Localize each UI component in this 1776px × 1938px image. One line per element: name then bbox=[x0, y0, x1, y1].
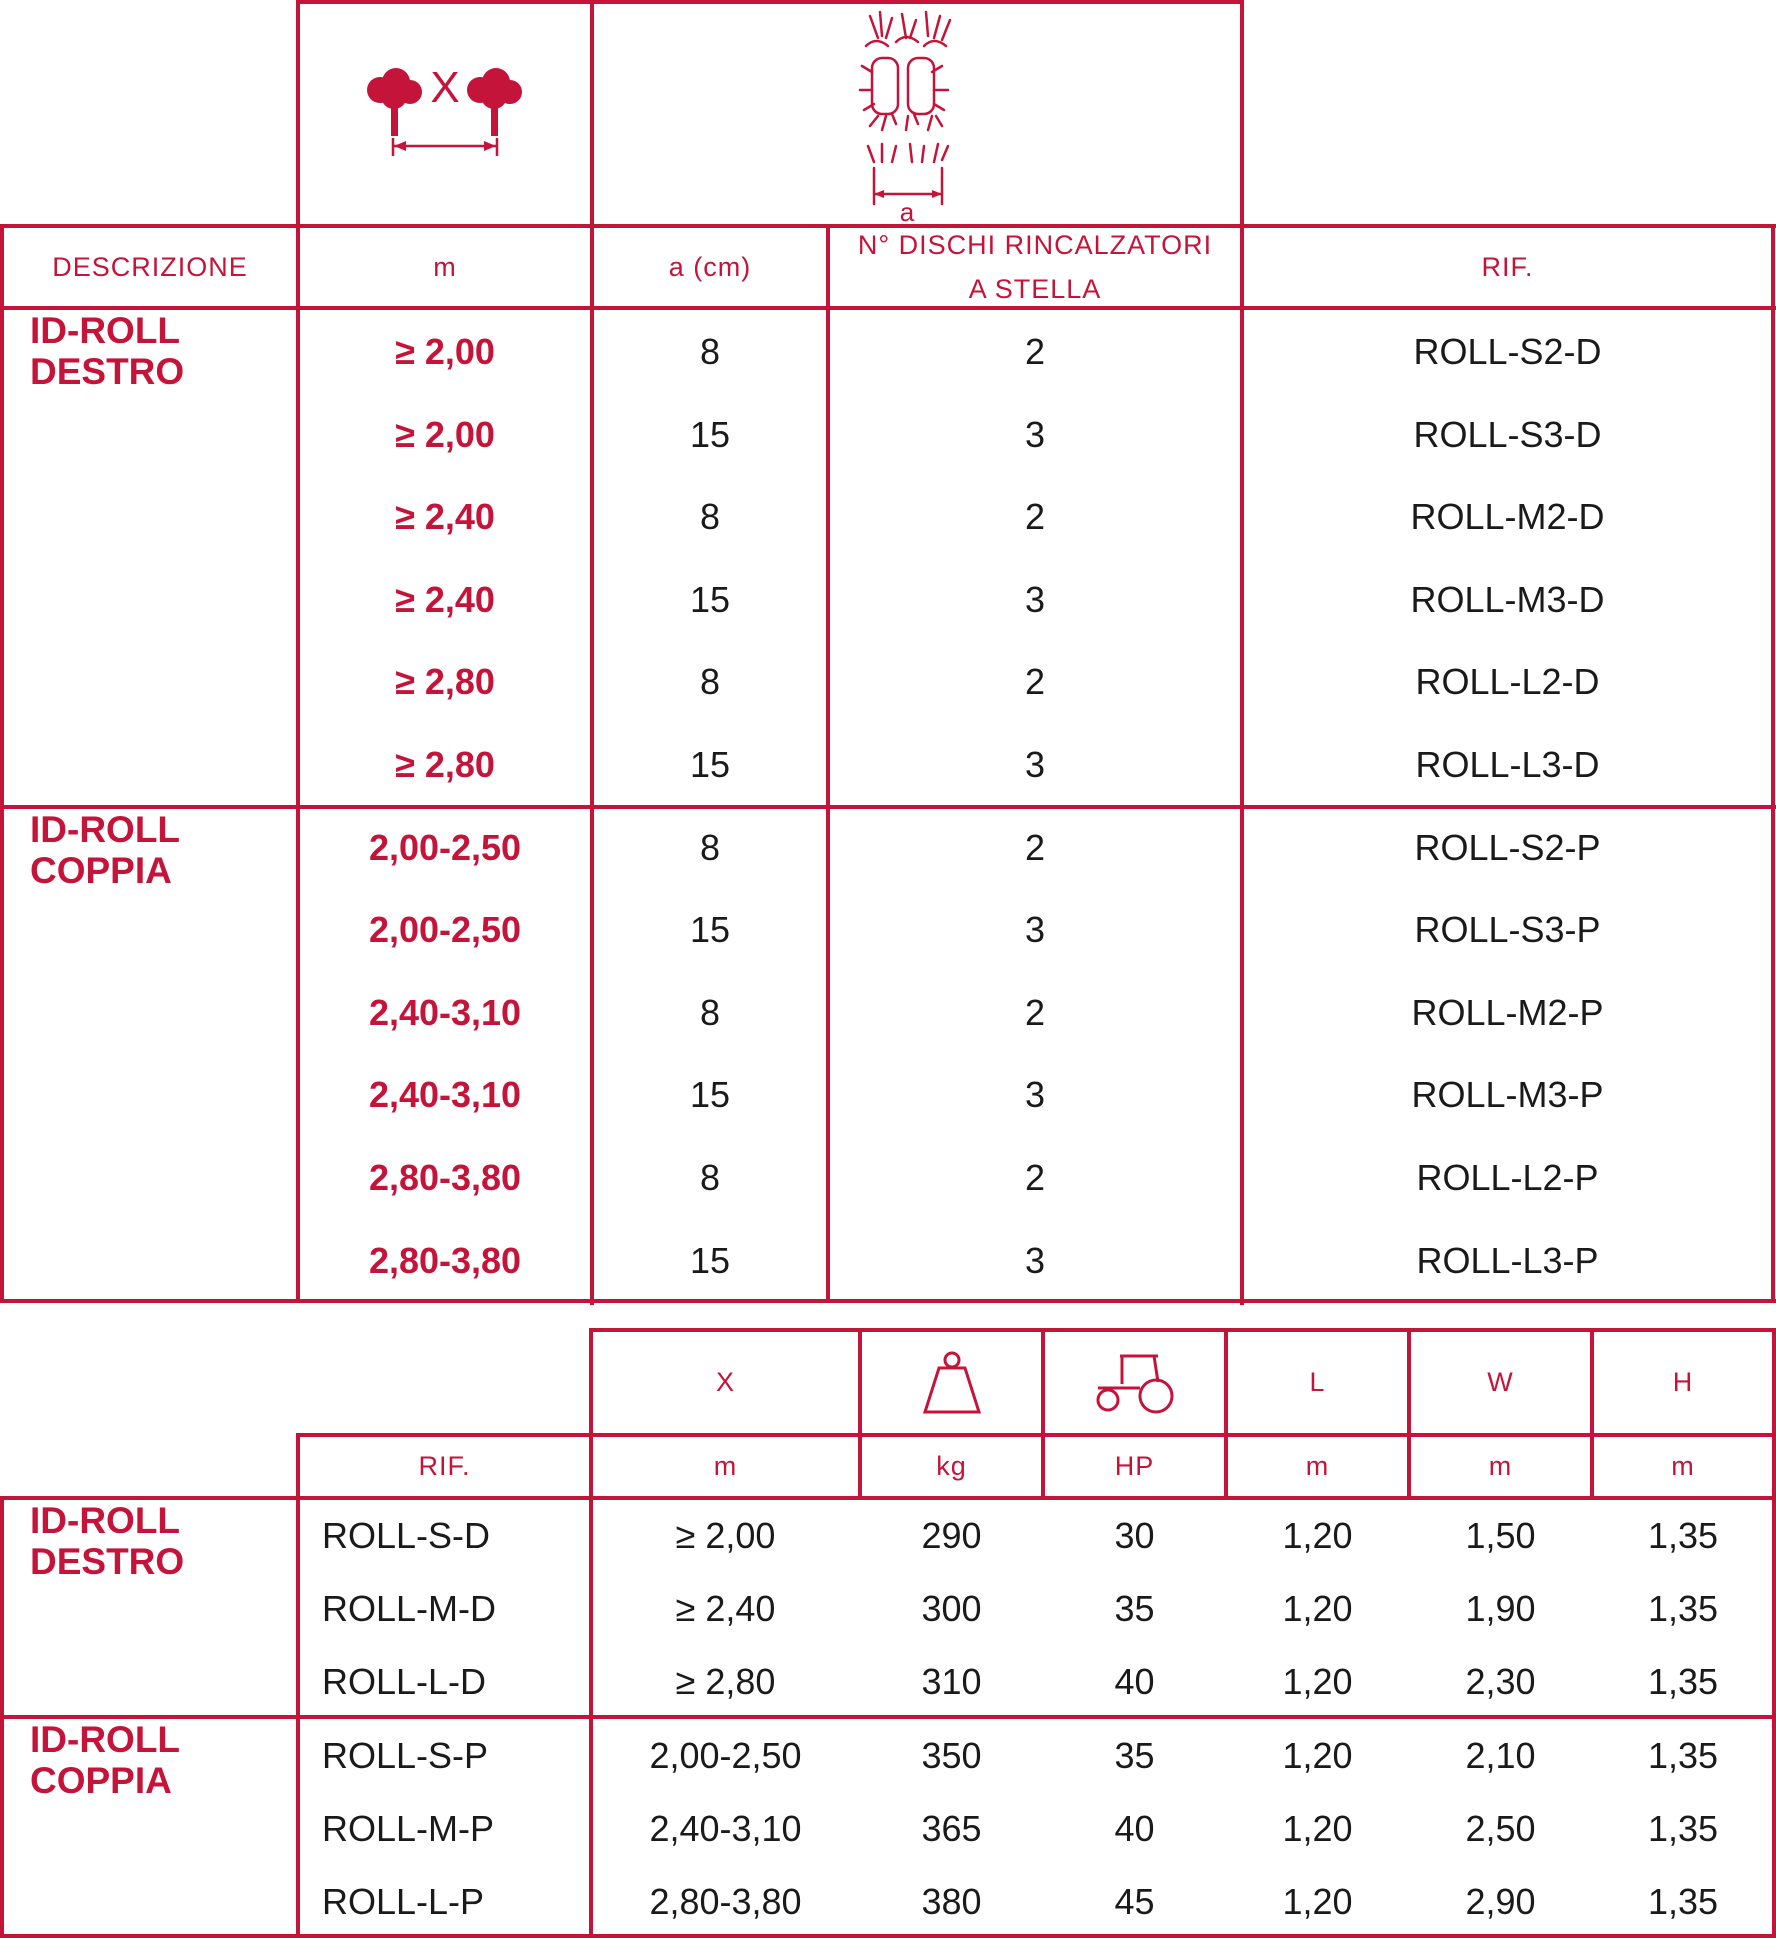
cell-rif: ROLL-S3-D bbox=[1413, 413, 1602, 455]
cell-dischi: 2 bbox=[1024, 1157, 1046, 1198]
cell-w: 2,50 bbox=[1465, 1807, 1536, 1849]
cell-m: 2,00-2,50 bbox=[368, 909, 522, 951]
cell-hp: 40 bbox=[1114, 1807, 1155, 1849]
cell-a: 8 bbox=[699, 496, 721, 538]
cell-a: 15 bbox=[689, 744, 731, 785]
cell-l: 1,20 bbox=[1282, 1807, 1353, 1849]
cell-w: 1,90 bbox=[1465, 1588, 1536, 1630]
cell-h: 1,35 bbox=[1647, 1515, 1719, 1556]
svg-text:a: a bbox=[899, 197, 915, 224]
group-label-line: COPPIA bbox=[30, 850, 172, 891]
cell-rif: ROLL-L-D bbox=[322, 1661, 487, 1703]
cell-hp: 30 bbox=[1114, 1515, 1155, 1556]
cell-rif: ROLL-L2-D bbox=[1415, 661, 1600, 703]
cell-w: 2,90 bbox=[1465, 1881, 1536, 1922]
cell-m: 2,40-3,10 bbox=[368, 991, 522, 1033]
cell-a: 15 bbox=[689, 909, 731, 951]
cell-m: ≥ 2,80 bbox=[395, 744, 495, 785]
cell-rif: ROLL-L3-P bbox=[1416, 1239, 1599, 1281]
cell-rif: ROLL-S-P bbox=[322, 1734, 489, 1776]
cell-dischi: 2 bbox=[1024, 661, 1046, 703]
cell-dischi: 2 bbox=[1024, 826, 1046, 868]
cell-rif: ROLL-M3-D bbox=[1410, 578, 1605, 620]
cell-h: 1,35 bbox=[1647, 1661, 1719, 1703]
group-label-destro bbox=[4, 1500, 296, 1715]
header-l: L bbox=[1309, 1367, 1326, 1397]
cell-dischi: 3 bbox=[1024, 1074, 1046, 1116]
cell-m: 2,40-3,10 bbox=[368, 1074, 522, 1116]
cell-m: ≥ 2,00 bbox=[395, 413, 495, 455]
cell-m: 2,00-2,50 bbox=[368, 826, 522, 868]
cell-h: 1,35 bbox=[1647, 1881, 1719, 1922]
group-label-line: COPPIA bbox=[30, 1760, 172, 1801]
cell-l: 1,20 bbox=[1282, 1515, 1353, 1556]
cell-m: 2,80-3,80 bbox=[368, 1157, 522, 1198]
cell-h: 1,35 bbox=[1647, 1807, 1719, 1849]
cell-dischi: 2 bbox=[1024, 991, 1046, 1033]
cell-l: 1,20 bbox=[1282, 1588, 1353, 1630]
cell-m: ≥ 2,40 bbox=[395, 578, 495, 620]
cell-h: 1,35 bbox=[1647, 1588, 1719, 1630]
header-a-cm: a (cm) bbox=[668, 251, 752, 282]
cell-h: 1,35 bbox=[1647, 1734, 1719, 1776]
cell-a: 8 bbox=[699, 991, 721, 1033]
cell-dischi: 3 bbox=[1024, 1239, 1046, 1281]
cell-hp: 45 bbox=[1114, 1881, 1155, 1922]
cell-kg: 300 bbox=[921, 1588, 982, 1630]
cell-l: 1,20 bbox=[1282, 1734, 1353, 1776]
cell-hp: 35 bbox=[1114, 1588, 1155, 1630]
cell-rif: ROLL-L2-P bbox=[1416, 1157, 1599, 1198]
cell-kg: 290 bbox=[921, 1515, 982, 1556]
cell-kg: 310 bbox=[921, 1661, 982, 1703]
cell-dischi: 2 bbox=[1024, 496, 1046, 538]
header-dischi-line2: A STELLA bbox=[968, 274, 1102, 304]
cell-rif: ROLL-M2-P bbox=[1411, 991, 1604, 1033]
cell-m: 2,80-3,80 bbox=[368, 1239, 522, 1281]
cell-m: ≥ 2,40 bbox=[395, 496, 495, 538]
cell-rif: ROLL-S3-P bbox=[1414, 909, 1601, 951]
cell-a: 8 bbox=[699, 826, 721, 868]
unit-hp: HP bbox=[1114, 1451, 1155, 1481]
cell-w: 2,10 bbox=[1465, 1734, 1536, 1776]
cell-rif: ROLL-S-D bbox=[322, 1515, 491, 1556]
cell-kg: 380 bbox=[921, 1881, 982, 1922]
cell-rif: ROLL-M-P bbox=[322, 1807, 495, 1849]
cell-a: 15 bbox=[689, 1239, 731, 1281]
cell-hp: 35 bbox=[1114, 1734, 1155, 1776]
unit-h: m bbox=[1671, 1451, 1695, 1481]
cell-a: 8 bbox=[699, 1157, 721, 1198]
svg-text:X: X bbox=[430, 63, 460, 112]
cell-kg: 365 bbox=[921, 1807, 982, 1849]
cell-rif: ROLL-M3-P bbox=[1411, 1074, 1604, 1116]
cell-x: 2,00-2,50 bbox=[649, 1734, 802, 1776]
group-label-line: ID-ROLL bbox=[30, 809, 181, 850]
header-rif: RIF. bbox=[1481, 251, 1534, 282]
cell-x: ≥ 2,80 bbox=[675, 1661, 776, 1703]
group-label-line: ID-ROLL bbox=[30, 1719, 181, 1760]
cell-kg: 350 bbox=[921, 1734, 982, 1776]
unit-rif: RIF. bbox=[418, 1451, 471, 1481]
cell-a: 15 bbox=[689, 1074, 731, 1116]
unit-w: m bbox=[1488, 1451, 1513, 1481]
cell-m: ≥ 2,80 bbox=[395, 661, 495, 703]
cell-rif: ROLL-M2-D bbox=[1410, 496, 1605, 538]
cell-w: 2,30 bbox=[1465, 1661, 1536, 1703]
tractor-icon bbox=[1045, 1332, 1224, 1433]
cell-rif: ROLL-M-D bbox=[322, 1588, 497, 1630]
cell-a: 15 bbox=[689, 413, 731, 455]
cell-rif: ROLL-L-P bbox=[322, 1881, 485, 1922]
header-dischi-line1: N° DISCHI RINCALZATORI bbox=[857, 230, 1213, 260]
group-label-line: DESTRO bbox=[30, 1541, 185, 1582]
header-h: H bbox=[1672, 1367, 1694, 1397]
cell-dischi: 3 bbox=[1024, 909, 1046, 951]
cell-rif: ROLL-S2-D bbox=[1413, 331, 1602, 372]
header-w: W bbox=[1487, 1367, 1514, 1397]
cell-rif: ROLL-L3-D bbox=[1415, 744, 1600, 785]
weight-icon bbox=[862, 1332, 1041, 1433]
cell-w: 1,50 bbox=[1465, 1515, 1536, 1556]
group-label-line: ID-ROLL bbox=[30, 1500, 181, 1541]
group-label-line: ID-ROLL bbox=[30, 310, 181, 351]
cell-a: 8 bbox=[699, 661, 721, 703]
cell-dischi: 3 bbox=[1024, 744, 1046, 785]
group-label-line: DESTRO bbox=[30, 351, 185, 392]
header-x: X bbox=[715, 1367, 735, 1397]
cell-x: ≥ 2,40 bbox=[675, 1588, 776, 1630]
cell-a: 8 bbox=[699, 331, 721, 372]
group-label-coppia bbox=[4, 1719, 296, 1934]
cell-dischi: 3 bbox=[1024, 578, 1046, 620]
unit-kg: kg bbox=[936, 1451, 967, 1481]
cell-hp: 40 bbox=[1114, 1661, 1155, 1703]
header-descrizione: DESCRIZIONE bbox=[52, 251, 248, 282]
cell-x: 2,80-3,80 bbox=[649, 1881, 802, 1922]
cell-m: ≥ 2,00 bbox=[395, 331, 495, 372]
unit-x: m bbox=[713, 1451, 738, 1481]
cell-dischi: 3 bbox=[1024, 413, 1046, 455]
cell-x: ≥ 2,00 bbox=[675, 1515, 776, 1556]
cell-a: 15 bbox=[689, 578, 731, 620]
cell-l: 1,20 bbox=[1282, 1661, 1353, 1703]
unit-l: m bbox=[1305, 1451, 1330, 1481]
header-m: m bbox=[433, 251, 457, 282]
cell-l: 1,20 bbox=[1282, 1881, 1353, 1922]
cell-x: 2,40-3,10 bbox=[649, 1807, 802, 1849]
cell-dischi: 2 bbox=[1024, 331, 1046, 372]
cell-rif: ROLL-S2-P bbox=[1414, 826, 1601, 868]
